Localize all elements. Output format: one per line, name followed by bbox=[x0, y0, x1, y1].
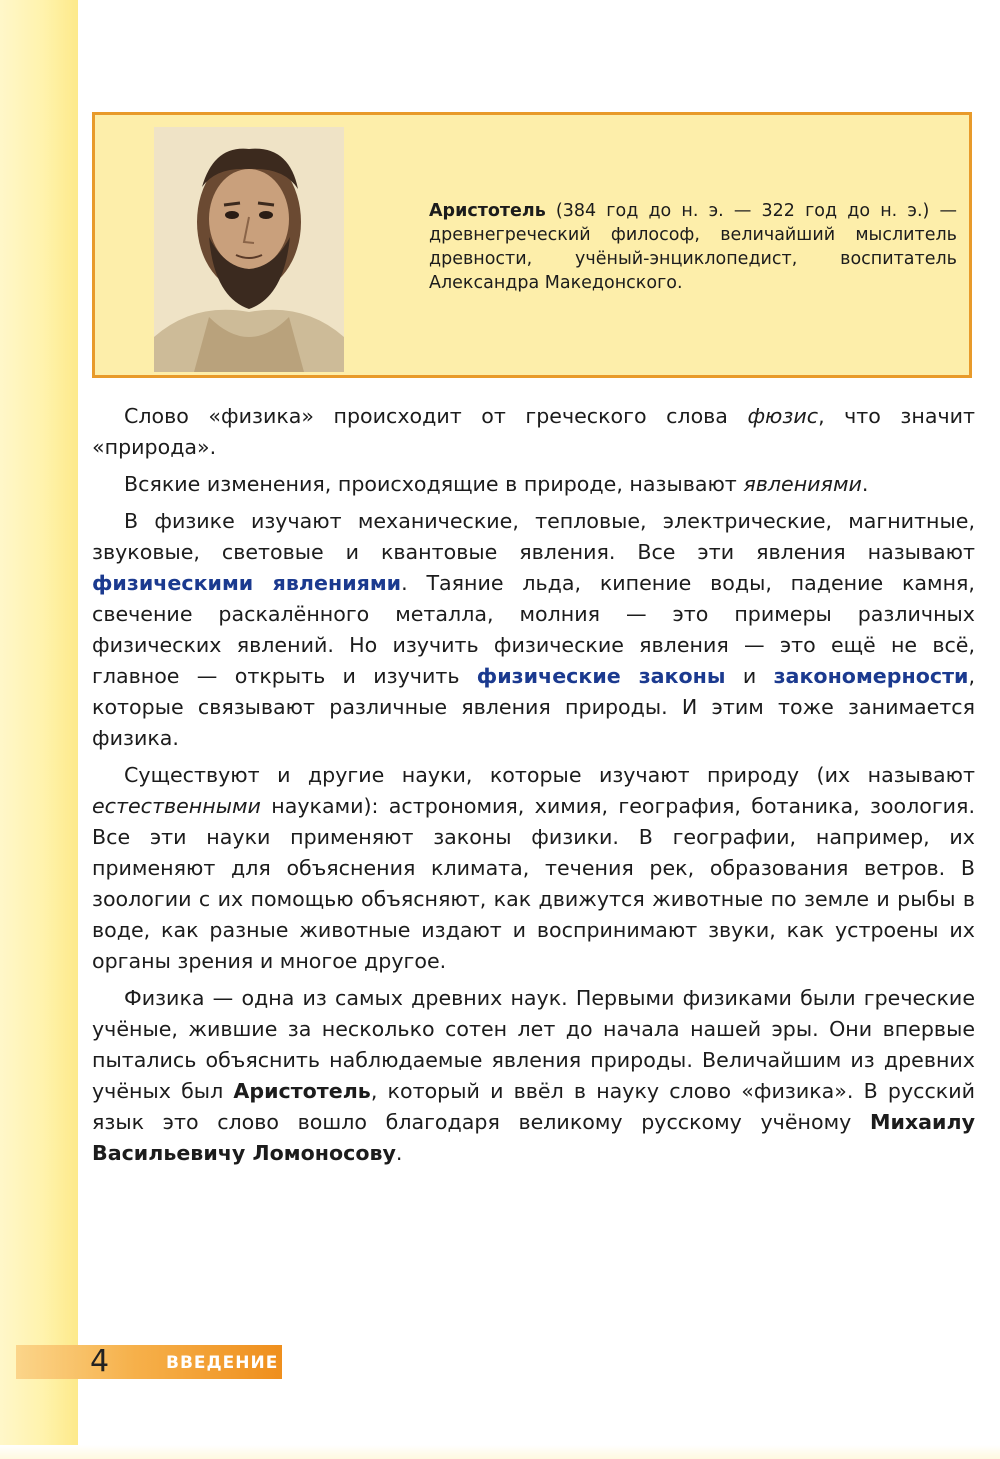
highlighted-term: закономерности bbox=[773, 664, 969, 688]
text-run: Слово «физика» происходит от греческого слова bbox=[124, 404, 748, 428]
text-run: Физика — одна из самых древних наук. Первыми физиками были греческие учёные, жившие за несколько сотен лет до начала нашей эры. Они впервые пытались объяснить наблюдаемые явления природы. Величайшим из древних учёных был bbox=[92, 986, 975, 1103]
bold-name: Аристотель bbox=[233, 1079, 371, 1103]
bold-name: Михаилу Васильевичу Ломоносову bbox=[92, 1110, 975, 1165]
italic-term: естественными bbox=[92, 794, 261, 818]
caption-name: Аристотель bbox=[429, 201, 546, 221]
text-run: . bbox=[861, 472, 869, 496]
highlighted-term: физические законы bbox=[476, 664, 726, 688]
text-run: Всякие изменения, происходящие в природе, называют bbox=[124, 472, 744, 496]
highlighted-term: физическими явлениями bbox=[92, 571, 402, 595]
italic-term: явлениями bbox=[743, 472, 862, 496]
page-bottom-edge bbox=[0, 1445, 1000, 1459]
text-run: и bbox=[725, 664, 774, 688]
text-run: науками): астрономия, химия, география, ботаника, зоология. Все эти науки применяют законы физики. В географии, например, их применяют для объяснения климата, течения рек, образования ветров. В зоологии с их помощью объясняют, как движутся животные по земле и рыбы в воде, как разные животные издают и воспринимают звуки, как устроены их органы зрения и многое другое. bbox=[92, 794, 975, 973]
text-run: В физике изучают механические, тепловые, электрические, магнитные, звуковые, световые и квантовые явления. Все эти явления называют bbox=[92, 509, 975, 564]
text-run: , что значит «природа». bbox=[92, 404, 975, 459]
text-run: . bbox=[395, 1141, 403, 1165]
portrait-drawing bbox=[154, 127, 344, 372]
text-run: . Таяние льда, кипение воды, падение камня, свечение раскалённого металла, молния — это примеры различных физических явлений. Но изучить физические явления — это ещё не всё, главное — открыть и изучить bbox=[92, 571, 975, 688]
paragraph-physics-word bbox=[92, 401, 975, 463]
page-margin-strip bbox=[0, 0, 78, 1459]
text-run: Существуют и другие науки, которые изучают природу (их называют bbox=[124, 763, 975, 787]
aristotle-info-box bbox=[92, 112, 972, 378]
section-label: ВВЕДЕНИЕ bbox=[166, 1353, 279, 1373]
paragraph-natural-sciences bbox=[92, 760, 975, 977]
paragraph-phenomena bbox=[92, 469, 975, 500]
text-run: , которые связывают различные явления природы. И этим тоже занимается физика. bbox=[92, 664, 975, 750]
aristotle-portrait bbox=[154, 127, 344, 372]
text-run: , который и ввёл в науку слово «физика». В русский язык это слово вошло благодаря великому русскому учёному bbox=[92, 1079, 975, 1134]
caption-description: (384 год до н. э. — 322 год до н. э.) — древнегреческий философ, величайший мыслитель древности, учёный-энциклопедист, воспитатель Александра Македонского. bbox=[429, 201, 957, 293]
italic-term: фюзис bbox=[747, 404, 819, 428]
main-text bbox=[92, 401, 975, 1175]
aristotle-caption bbox=[429, 199, 957, 295]
page-number: 4 bbox=[90, 1344, 110, 1379]
paragraph-history bbox=[92, 983, 975, 1169]
paragraph-physical-phenomena bbox=[92, 506, 975, 754]
page-footer bbox=[16, 1345, 282, 1379]
